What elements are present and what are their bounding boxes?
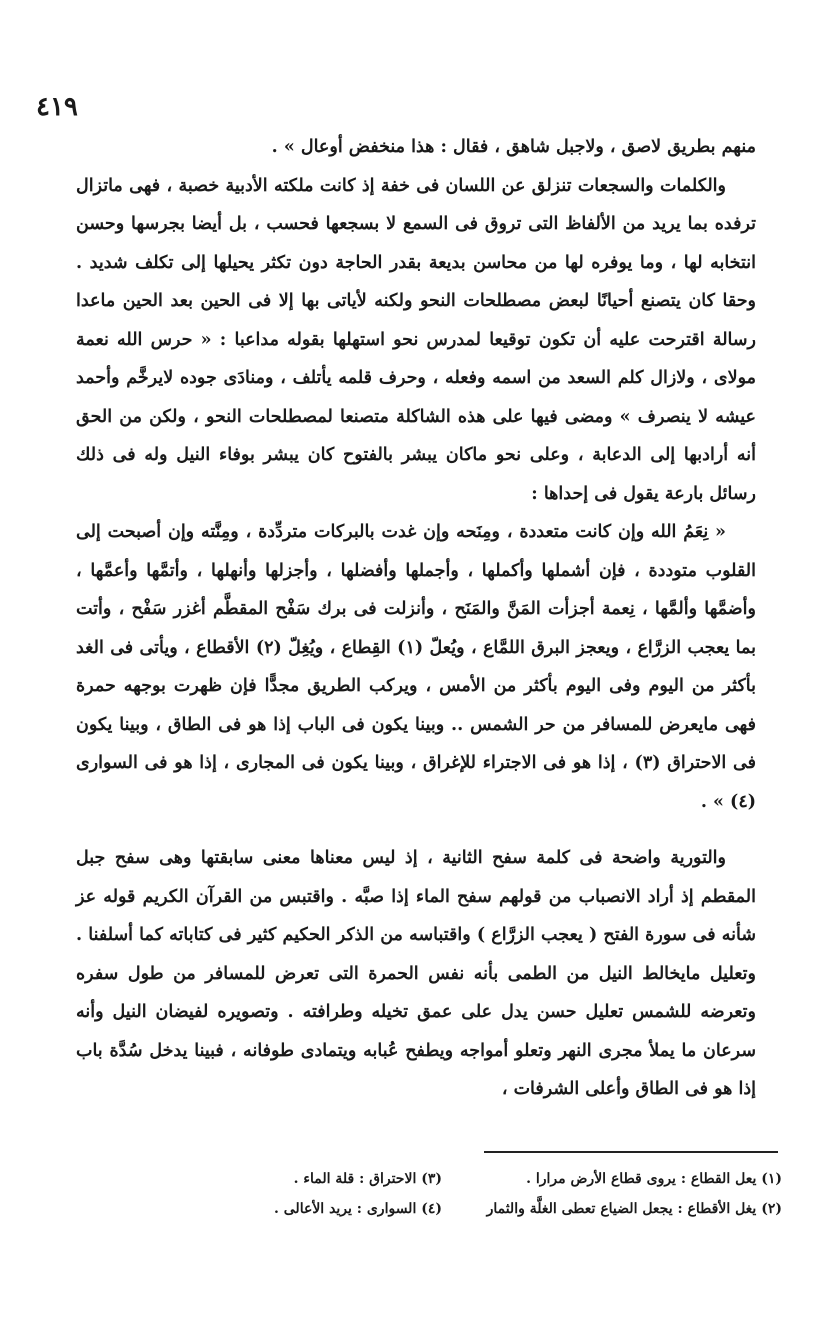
footnote-row [200,1194,782,1224]
footnote-number: (١) [761,1171,782,1187]
body-text [76,128,756,1109]
footnote [294,1164,442,1194]
footnote-text: يعل القطاع : يروى قطاع الأرض مرارا . [526,1171,757,1187]
footnote-divider [484,1151,778,1153]
footnote-row [200,1164,782,1194]
footnote-number: (٢) [761,1201,782,1217]
paragraph: والتورية واضحة فى كلمة سفح الثانية ، إذ ليس معناها معنى سابقتها وهى سفح جبل المقطم إذ أراد الانصباب من قولهم سفح الماء إذا صبَّه . واقتبس من القرآن الكريم قوله عز شأنه فى سورة الفتح ( يعجب الزرَّاع ) واقتباسه من الذكر الحكيم كثير فى كتاباته كما أسلفنا . وتعليل مايخالط النيل من الطمى بأنه نفس الحمرة التى تعرض للمسافر من طول سفره وتعرضه للشمس تعليل حسن يدل على عمق تخيله وطرافته . وتصويره لفيضان النيل وأنه سرعان ما يملأ مجرى النهر وتعلو أمواجه ويطفح عُبابه ويتمادى طوفانه ، فبينا يدخل سُدَّة باب إذا هو فى الطاق وأعلى الشرفات ، [76,848,756,1099]
page-number: ٤١٩ [36,92,78,122]
paragraph: منهم بطريق لاصق ، ولاجبل شاهق ، فقال : هذا منخفض أوعال » . [271,137,756,157]
footnote-number: (٣) [421,1171,442,1187]
paragraph: والكلمات والسجعات تنزلق عن اللسان فى خفة إذ كانت ملكته الأدبية خصبة ، فهى ماتزال ترفده بما يريد من الألفاظ التى تروق فى السمع لا بسجعها فحسب ، بل أيضا بجرسها وحسن انتخابه لها ، وما يوفره لها من محاسن بديعة بقدر الحاجة دون تكثر يحيلها إلى تكلف شديد . وحقا كان يتصنع أحيانًا لبعض مصطلحات النحو ولكنه لأياتى بها إلا فى الحين بعد الحين ماعدا رسالة اقترحت عليه أن تكون توقيعا لمدرس نحو استهلها بقوله مداعبا : « حرس الله نعمة مولاى ، ولازال كلم السعد من اسمه وفعله ، وحرف قلمه يأتلف ، ومنادَى جوده لايرخَّم وأحمد عيشه لا ينصرف » ومضى فيها على هذه الشاكلة متصنعا لمصطلحات النحو ، ولكن من الحق أنه أرادبها إلى الدعابة ، وعلى نحو ماكان يبشر بالفتوح كان يبشر بوفاء النيل وله فى ذلك رسائل بارعة يقول فى إحداها : [76,175,756,504]
footnotes [200,1164,782,1224]
footnote-number: (٤) [421,1201,442,1217]
footnote-text: يغل الأقطاع : يجعل الضياع تعطى الغلَّة والثمار [486,1201,757,1217]
footnote [274,1194,442,1224]
footnote-text: السوارى : يريد الأعالى . [274,1201,417,1217]
footnote-text: الاحتراق : قلة الماء . [293,1171,417,1187]
footnote [482,1164,782,1194]
quoted-paragraph: « نِعَمُ الله وإن كانت متعددة ، ومِنَحه وإن غدت بالبركات متردِّدة ، ومِنَّته وإن أصبحت إلى القلوب متوددة ، فإن أشملها وأكملها ، وأجملها وأفضلها ، وأجزلها وأنهلها ، وأتمَّها وأعمَّها ، وأضمَّها وألمَّها ، نِعمة أجزأت المَنَّ والمَنَح ، وأنزلت فى برك سَفْح المقطَّم أغزر سَفْح ، وأتت بما يعجب الزرَّاع ، ويعجز البرق اللمَّاع ، ويُعلّ (١) القِطاع ، ويُغِلّ (٢) الأقطاع ، ويأتى فى الغد بأكثر من اليوم وفى اليوم بأكثر من الأمس ، ويركب الطريق مجدًّا فإن ظهرت بوجهه حمرة فهى مايعرض للمسافر من حر الشمس .. وبينا يكون فى الباب إذا هو فى الطاق ، وبينا يكون فى الاحتراق (٣) ، إذا هو فى الاجتراء للإغراق ، وبينا يكون فى المجارى ، إذا هو فى السوارى (٤) » . [76,522,756,812]
footnote [482,1194,782,1224]
